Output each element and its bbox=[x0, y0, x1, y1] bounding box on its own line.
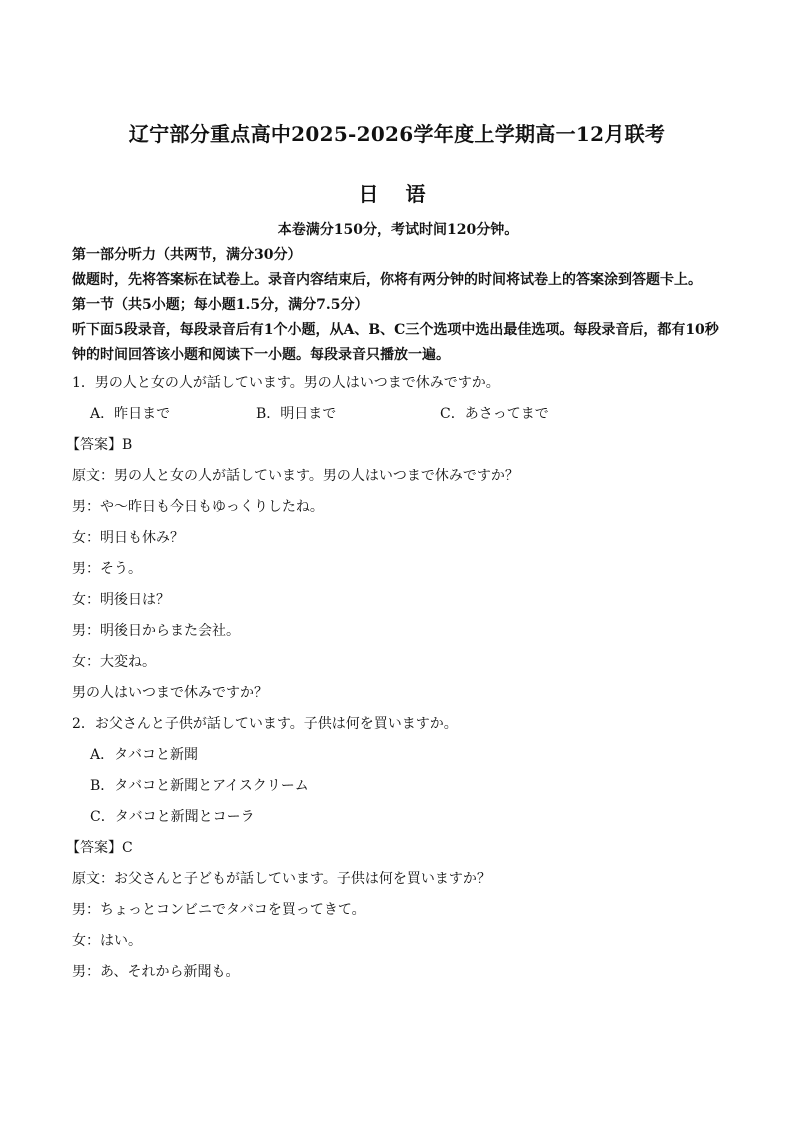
transcript-line: 男：ちょっとコンビニでタバコを買ってきて。 bbox=[72, 902, 366, 918]
option-c: C．あさってまで bbox=[440, 406, 549, 422]
option-b: B．明日まで bbox=[256, 406, 337, 422]
transcript-line: 女：明日も休み？ bbox=[72, 530, 184, 546]
transcript-line: 原文：お父さんと子どもが話しています。子供は何を買いますか？ bbox=[72, 871, 491, 887]
question-1-options bbox=[72, 399, 724, 430]
section1-instructions: 听下面5段录音，每段录音后有1个小题，从A、B、C三个选项中选出最佳选项。每段录音后，都有10秒钟的时间回答该小题和阅读下一小题。每段录音只播放一遍。 bbox=[72, 322, 719, 363]
answer-1: 【答案】B bbox=[66, 437, 133, 453]
subject-title: 日 语 bbox=[358, 182, 436, 206]
transcript-line: 女：大変ね。 bbox=[72, 654, 156, 670]
transcript-line: 女：明後日は？ bbox=[72, 592, 170, 608]
transcript-line: 男の人はいつまで休みですか？ bbox=[72, 685, 268, 701]
option-b: B．タバコと新聞とアイスクリーム bbox=[90, 778, 309, 794]
option-c: C．タバコと新聞とコーラ bbox=[90, 809, 255, 825]
transcript-line: 男：あ、それから新聞も。 bbox=[72, 964, 240, 980]
part1-instructions: 做题时，先将答案标在试卷上。录音内容结束后，你将有两分钟的时间将试卷上的答案涂到答题卡上。 bbox=[72, 272, 702, 288]
exam-content bbox=[66, 218, 724, 988]
section1-heading: 第一节（共5小题；每小题1.5分，满分7.5分） bbox=[72, 297, 369, 313]
transcript-line: 原文：男の人と女の人が話しています。男の人はいつまで休みですか？ bbox=[72, 468, 519, 484]
transcript-line: 男：や～昨日も今日もゆっくりしたね。 bbox=[72, 499, 324, 515]
option-a: A．タバコと新聞 bbox=[90, 747, 198, 763]
answer-2: 【答案】C bbox=[66, 840, 133, 856]
option-a: A．昨日まで bbox=[90, 406, 171, 422]
question-2: 2．お父さんと子供が話しています。子供は何を買いますか。 bbox=[72, 716, 458, 732]
question-1: 1．男の人と女の人が話しています。男の人はいつまで休みですか。 bbox=[72, 375, 500, 391]
transcript-line: 女：はい。 bbox=[72, 933, 142, 949]
part1-heading: 第一部分听力（共两节，满分30分） bbox=[72, 247, 302, 263]
transcript-line: 男：そう。 bbox=[72, 561, 142, 577]
transcript-line: 男：明後日からまた会社。 bbox=[72, 623, 240, 639]
exam-title: 辽宁部分重点高中2025-2026学年度上学期高一12月联考 bbox=[128, 122, 666, 146]
exam-info: 本卷满分150分，考试时间120分钟。 bbox=[277, 222, 519, 238]
